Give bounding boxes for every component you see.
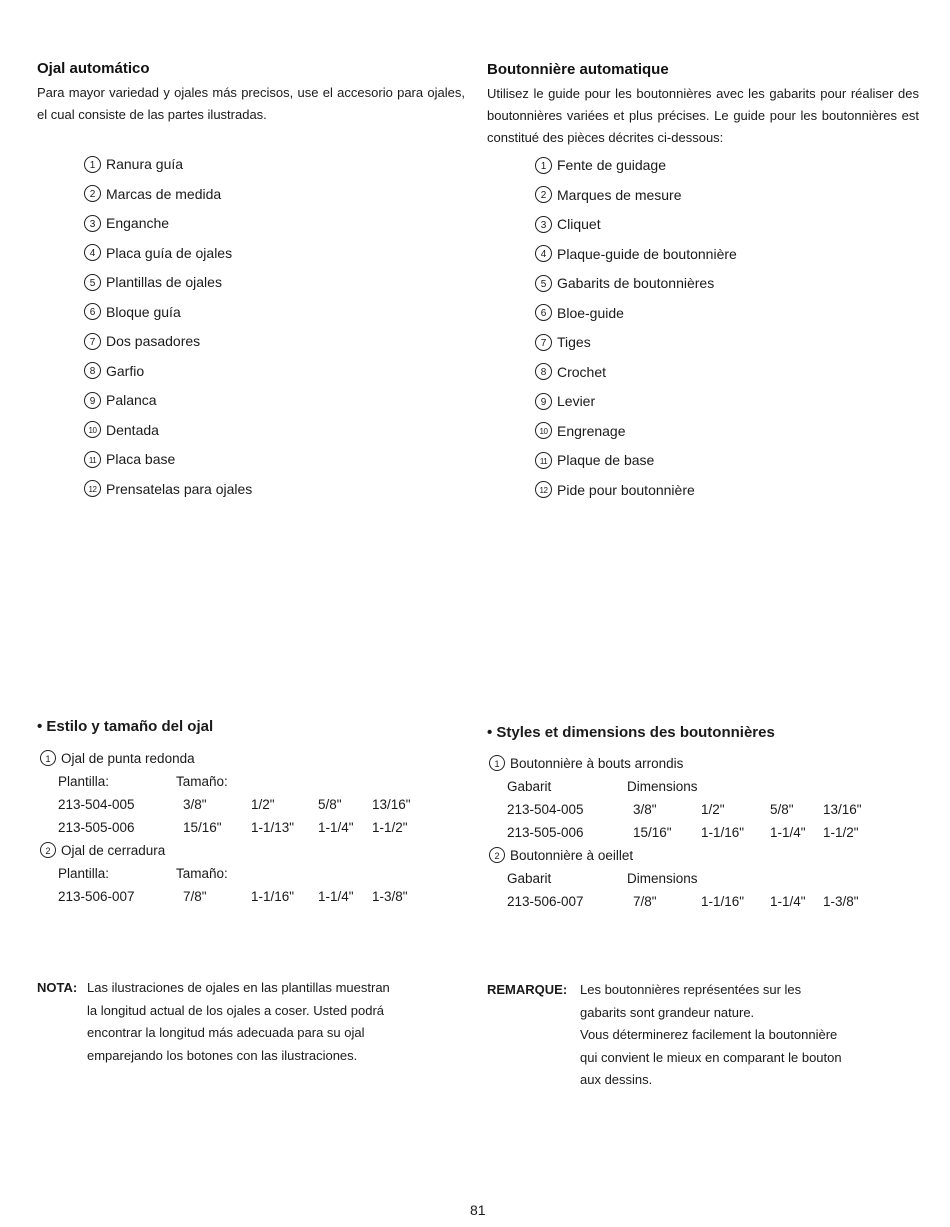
part-item bbox=[84, 209, 252, 239]
part-label: Gabarits de boutonnières bbox=[557, 275, 715, 291]
es-note-text bbox=[87, 977, 467, 1067]
item-number-circle: 10 bbox=[84, 421, 101, 438]
part-label: Placa guía de ojales bbox=[106, 244, 233, 261]
part-item bbox=[535, 299, 737, 329]
part-label: Levier bbox=[557, 393, 596, 409]
item-number-circle: 3 bbox=[84, 215, 101, 232]
part-item bbox=[84, 416, 252, 446]
item-number-circle: 1 bbox=[489, 755, 505, 771]
size-header-row bbox=[40, 862, 460, 885]
note-line: gabarits sont grandeur nature. bbox=[580, 1004, 755, 1020]
item-number-circle: 12 bbox=[84, 480, 101, 497]
fr-intro: Utilisez le guide pour les boutonnières avec les gabarits pour réaliser des boutonnières variées et plus précises. Le guide pour les boutonnières est constitué des pièces décrites ci-dessous: bbox=[487, 86, 919, 145]
size-header: Dimensions bbox=[627, 779, 698, 794]
size-value: 1-1/2" bbox=[372, 820, 408, 835]
style-name: Boutonnière à oeillet bbox=[510, 848, 634, 863]
part-item bbox=[535, 417, 737, 447]
item-number-circle: 9 bbox=[535, 393, 552, 410]
part-label: Crochet bbox=[557, 363, 607, 380]
template-code: 213-505-006 bbox=[507, 825, 584, 840]
part-label: Garfio bbox=[106, 362, 145, 379]
part-label: Engrenage bbox=[557, 422, 626, 439]
es-note-label: NOTA: bbox=[37, 980, 78, 995]
size-value: 1-1/4" bbox=[770, 825, 806, 840]
part-item bbox=[84, 150, 252, 180]
item-number-circle: 10 bbox=[535, 422, 552, 439]
note-line: Las ilustraciones de ojales en las plantillas muestran bbox=[87, 980, 390, 995]
es-title: Ojal automático bbox=[37, 60, 150, 77]
size-value: 1-1/16" bbox=[251, 889, 295, 904]
size-value: 1-1/2" bbox=[823, 825, 859, 840]
page-number: 81 bbox=[470, 1202, 486, 1218]
item-number-circle: 4 bbox=[535, 245, 552, 262]
template-code: 213-504-005 bbox=[58, 797, 135, 812]
size-row bbox=[40, 793, 460, 816]
size-row bbox=[40, 885, 460, 908]
note-line: la longitud actual de los ojales a coser. Usted podrá bbox=[87, 1002, 385, 1018]
template-code: 213-506-007 bbox=[507, 894, 584, 909]
item-number-circle: 2 bbox=[84, 185, 101, 202]
template-header: Gabarit bbox=[507, 871, 552, 886]
fr-note-label: REMARQUE: bbox=[487, 982, 568, 997]
note-line: encontrar la longitud más adecuada para su ojal bbox=[87, 1025, 365, 1040]
part-label: Marques de mesure bbox=[557, 186, 682, 203]
item-number-circle: 6 bbox=[84, 303, 101, 320]
fr-parts-list bbox=[535, 151, 737, 505]
template-header: Plantilla: bbox=[58, 774, 110, 789]
size-header: Dimensions bbox=[627, 871, 698, 886]
item-number-circle: 2 bbox=[489, 847, 505, 863]
part-label: Enganche bbox=[106, 215, 170, 231]
item-number-circle: 7 bbox=[84, 333, 101, 350]
style-name: Ojal de punta redonda bbox=[61, 751, 195, 766]
part-label: Tiges bbox=[557, 334, 591, 350]
size-value: 7/8" bbox=[183, 889, 207, 904]
template-code: 213-506-007 bbox=[58, 889, 135, 904]
item-number-circle: 3 bbox=[535, 216, 552, 233]
part-label: Plaque de base bbox=[557, 452, 655, 468]
part-label: Ranura guía bbox=[106, 156, 184, 172]
part-label: Prensatelas para ojales bbox=[106, 480, 253, 497]
item-number-circle: 5 bbox=[535, 275, 552, 292]
es-parts-list bbox=[84, 150, 252, 504]
size-row bbox=[489, 798, 909, 821]
size-row bbox=[489, 821, 909, 844]
part-item bbox=[535, 328, 737, 358]
part-item bbox=[535, 240, 737, 270]
note-line: Les boutonnières représentées sur les bbox=[580, 982, 802, 997]
size-header-row bbox=[40, 770, 460, 793]
size-header: Tamaño: bbox=[176, 774, 228, 789]
fr-title: Boutonnière automatique bbox=[487, 61, 669, 78]
part-item bbox=[84, 475, 252, 505]
part-label: Fente de guidage bbox=[557, 157, 666, 173]
size-value: 1-3/8" bbox=[823, 894, 859, 909]
part-label: Marcas de medida bbox=[106, 185, 222, 202]
style-heading bbox=[40, 747, 460, 770]
size-value: 1-1/4" bbox=[318, 820, 354, 835]
size-value: 5/8" bbox=[770, 802, 794, 817]
fr-note-text bbox=[580, 979, 920, 1092]
size-value: 3/8" bbox=[633, 802, 657, 817]
part-label: Plantillas de ojales bbox=[106, 274, 222, 290]
part-item bbox=[84, 180, 252, 210]
item-number-circle: 11 bbox=[535, 452, 552, 469]
part-item bbox=[535, 387, 737, 417]
size-value: 13/16" bbox=[372, 797, 411, 812]
item-number-circle: 4 bbox=[84, 244, 101, 261]
part-item bbox=[535, 210, 737, 240]
note-line: emparejando los botones con las ilustraciones. bbox=[87, 1047, 358, 1063]
part-label: Bloque guía bbox=[106, 303, 181, 320]
part-item bbox=[535, 358, 737, 388]
part-label: Bloe-guide bbox=[557, 304, 624, 321]
item-number-circle: 2 bbox=[535, 186, 552, 203]
part-item bbox=[84, 239, 252, 269]
template-code: 213-504-005 bbox=[507, 802, 584, 817]
note-line: qui convient le mieux en comparant le bouton bbox=[580, 1049, 842, 1065]
item-number-circle: 11 bbox=[84, 451, 101, 468]
template-code: 213-505-006 bbox=[58, 820, 135, 835]
style-name: Ojal de cerradura bbox=[61, 843, 166, 858]
size-value: 1-1/4" bbox=[770, 894, 806, 909]
style-heading bbox=[40, 839, 460, 862]
part-label: Dentada bbox=[106, 421, 159, 438]
part-item bbox=[535, 446, 737, 476]
part-item bbox=[84, 445, 252, 475]
item-number-circle: 5 bbox=[84, 274, 101, 291]
size-value: 1-3/8" bbox=[372, 889, 408, 904]
size-row bbox=[489, 890, 909, 913]
size-value: 7/8" bbox=[633, 894, 657, 909]
size-header-row bbox=[489, 775, 909, 798]
part-item bbox=[84, 298, 252, 328]
part-item bbox=[84, 268, 252, 298]
es-intro: Para mayor variedad y ojales más precisos, use el accesorio para ojales, el cual consiste de las partes ilustradas. bbox=[37, 85, 465, 122]
item-number-circle: 2 bbox=[40, 842, 56, 858]
size-value: 15/16" bbox=[183, 820, 222, 835]
part-label: Placa base bbox=[106, 451, 176, 467]
part-item bbox=[84, 327, 252, 357]
part-item bbox=[535, 269, 737, 299]
item-number-circle: 12 bbox=[535, 481, 552, 498]
item-number-circle: 8 bbox=[84, 362, 101, 379]
item-number-circle: 7 bbox=[535, 334, 552, 351]
fr-styles-title: • Styles et dimensions des boutonnières bbox=[487, 724, 775, 741]
size-value: 1-1/13" bbox=[251, 820, 295, 835]
es-styles-title: • Estilo y tamaño del ojal bbox=[37, 718, 214, 735]
size-value: 1-1/16" bbox=[701, 825, 745, 840]
part-item bbox=[535, 151, 737, 181]
size-header-row bbox=[489, 867, 909, 890]
size-value: 13/16" bbox=[823, 802, 862, 817]
item-number-circle: 9 bbox=[84, 392, 101, 409]
size-value: 15/16" bbox=[633, 825, 672, 840]
part-label: Cliquet bbox=[557, 216, 601, 232]
size-value: 1-1/4" bbox=[318, 889, 354, 904]
size-value: 1-1/16" bbox=[701, 894, 745, 909]
template-header: Gabarit bbox=[507, 779, 552, 794]
style-name: Boutonnière à bouts arrondis bbox=[510, 756, 684, 771]
item-number-circle: 8 bbox=[535, 363, 552, 380]
part-item bbox=[535, 181, 737, 211]
size-row bbox=[40, 816, 460, 839]
item-number-circle: 1 bbox=[40, 750, 56, 766]
item-number-circle: 1 bbox=[84, 156, 101, 173]
item-number-circle: 6 bbox=[535, 304, 552, 321]
size-value: 1/2" bbox=[701, 802, 725, 817]
part-label: Palanca bbox=[106, 392, 157, 408]
style-heading bbox=[489, 752, 909, 775]
size-value: 1/2" bbox=[251, 797, 275, 812]
part-item bbox=[84, 357, 252, 387]
part-label: Plaque-guide de boutonnière bbox=[557, 245, 737, 262]
part-item bbox=[535, 476, 737, 506]
size-value: 3/8" bbox=[183, 797, 207, 812]
size-value: 5/8" bbox=[318, 797, 342, 812]
item-number-circle: 1 bbox=[535, 157, 552, 174]
style-heading bbox=[489, 844, 909, 867]
size-header: Tamaño: bbox=[176, 866, 228, 881]
part-label: Pide pour boutonnière bbox=[557, 481, 695, 498]
fr-size-table bbox=[489, 752, 909, 913]
note-line: Vous déterminerez facilement la boutonnière bbox=[580, 1027, 838, 1042]
part-label: Dos pasadores bbox=[106, 333, 201, 349]
es-size-table bbox=[40, 747, 460, 908]
template-header: Plantilla: bbox=[58, 866, 110, 881]
note-line: aux dessins. bbox=[580, 1072, 653, 1087]
part-item bbox=[84, 386, 252, 416]
